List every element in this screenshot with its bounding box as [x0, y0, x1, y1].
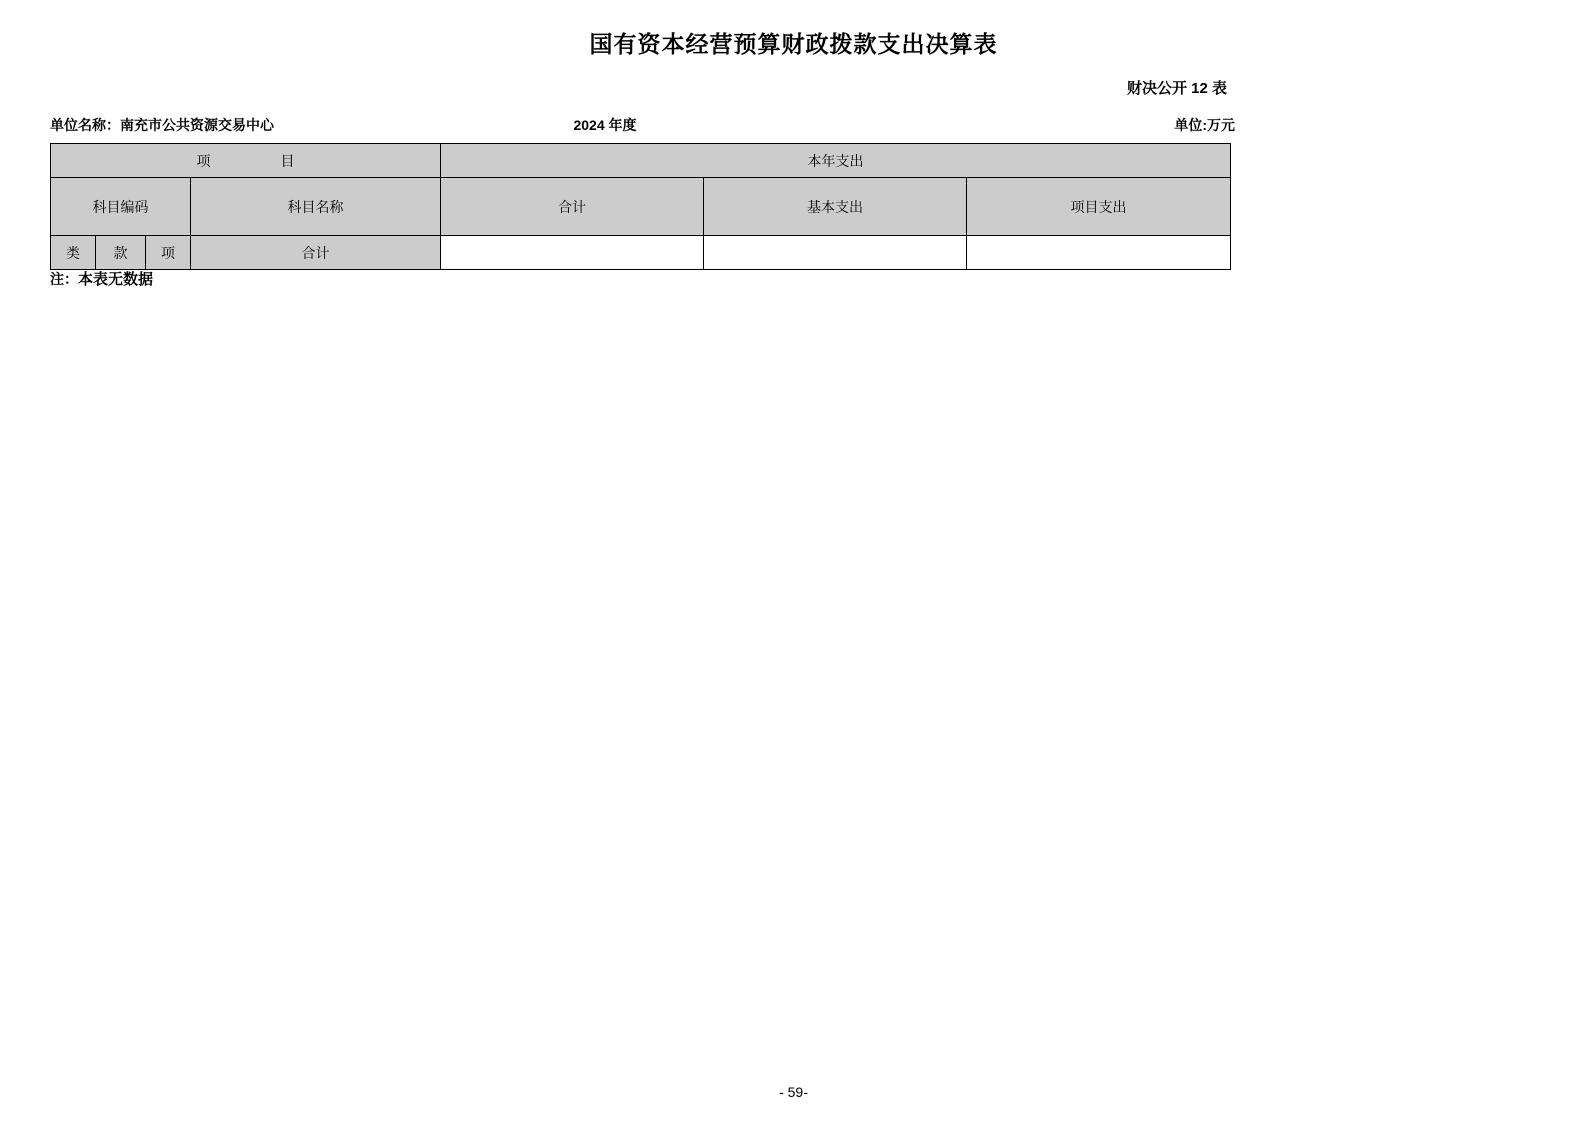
- column-header-subject-code: 科目编码: [51, 178, 191, 236]
- table-note: [50, 268, 153, 289]
- subheader-section: 款: [96, 236, 146, 270]
- table-row: [51, 236, 1231, 270]
- fiscal-year: 2024 年度: [573, 117, 637, 133]
- unit-name-label: 单位名称：: [50, 117, 120, 133]
- group-header-current-year: 本年支出: [441, 144, 1231, 178]
- group-header-item-label: 项 目: [196, 152, 309, 169]
- form-code-label: 财决公开 12 表: [1126, 80, 1227, 97]
- unit-name-value: 南充市公共资源交易中心: [120, 117, 274, 133]
- row-basic-value: [704, 236, 967, 270]
- column-header-basic-expenditure: 基本支出: [704, 178, 967, 236]
- row-project-value: [967, 236, 1231, 270]
- row-total-value: [441, 236, 704, 270]
- column-header-subject-name: 科目名称: [191, 178, 441, 236]
- table-group-header-row: [51, 144, 1231, 178]
- note-prefix: 注：: [50, 271, 78, 287]
- column-header-project-expenditure: 项目支出: [967, 178, 1231, 236]
- expenditure-table: [50, 143, 1231, 270]
- meta-row: [50, 115, 1530, 137]
- group-header-item: [51, 144, 441, 178]
- column-header-total: 合计: [441, 178, 704, 236]
- page-number: - 59-: [779, 1084, 808, 1100]
- amount-unit: 单位:万元: [1174, 117, 1235, 133]
- subheader-item: 项: [146, 236, 191, 270]
- subheader-category: 类: [51, 236, 96, 270]
- table-column-header-row: [51, 178, 1231, 236]
- page-title: 国有资本经营预算财政拨款支出决算表: [589, 31, 998, 57]
- note-emphasis: 本表无数据: [78, 271, 154, 288]
- row-total-label: 合计: [191, 236, 441, 270]
